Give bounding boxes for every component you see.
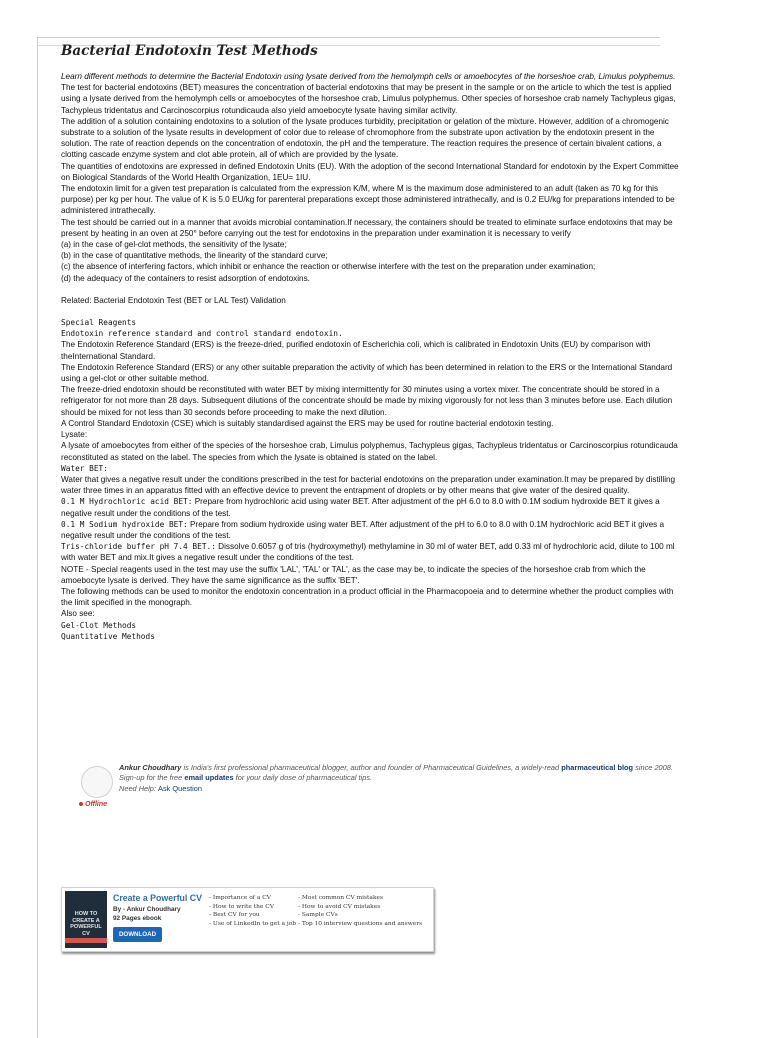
banner-list-right [298,894,422,928]
paragraph: The test should be carried out in a manner that avoids microbial contamination.If necessary, the containers should be treated to eliminate surface endotoxins that may be present by heating in an oven at 250° before carrying out the test for endotoxins in the preparation under examination it is necessary to verify [61,217,673,238]
naoh-label: 0.1 M Sodium hydroxide BET: [61,519,188,529]
banner-author: By - Ankur Choudhary [113,906,181,913]
list-item: (d) the adequacy of the containers to resist adsorption of endotoxins. [61,273,310,283]
article-title: Bacterial Endotoxin Test Methods [61,43,318,59]
status-badge [79,801,107,808]
author-name[interactable]: Ankur Choudhary [119,763,182,772]
paragraph: A lysate of amoebocytes from either of the species of the horseshoe crab, Limulus polyphemus, Tachypleus gigas, Tachypleus tridentatus or Carcinoscorpius rotundicauda reconstituted as stated on the label. The species from which the lysate is obtained is stated on the label. [61,441,678,462]
status-label: Offline [85,801,108,808]
water-heading: Water BET: [61,463,108,473]
list-item: - Sample CVs [298,912,338,919]
email-updates-link[interactable]: email updates [184,773,234,783]
list-item: - Use of LinkedIn to get a job [209,920,297,927]
banner-pages: 92 Pages ebook [113,915,162,922]
paragraph: The freeze-dried endotoxin should be reconstituted with water BET by mixing intermittently for 30 minutes using a vortex mixer. The concentrate should be stored in a refrigerator for not more than 28 days. Subsequent dilutions of the concentrate should be made by mixing vigorously for not less than 3 minutes before use. Each dilution should be mixed for not less than 30 seconds before proceeding to make the next dilution. [61,385,673,417]
tris-label: Tris-chloride buffer pH 7.4 BET.: [61,542,216,552]
ask-question-link[interactable]: Ask Question [158,783,202,793]
list-item: - Most common CV mistakes [298,895,384,901]
naoh-text: Prepare from sodium hydroxide using water BET. After adjustment of the pH to 6.0 to 8.0 with 0.1M hydrochloric acid BET it gives a negative result under the conditions of the test. [61,519,665,540]
bio-text: since 2008. Sign-up for the free [119,763,673,783]
special-reagents-heading: Special Reagents [61,318,137,328]
list-item: - Best CV for you [209,912,260,919]
lysate-heading: Lysate: [61,430,88,440]
paragraph: The test for bacterial endotoxins (BET) measures the concentration of bacterial endotoxins that may be present in the sample or on the article to which the test is applied using a lysate derived from the hemolymph cells or amoebocytes of the horseshoe crab, Limulus polyphemus. Other species of horseshoe crab namely Tachypleus gigas, Tachypleus tridentatus and Carcinoscorpius rotundicauda also yield amoebocyte lysate having similar activity. [61,83,676,115]
book-cover-image [65,891,107,948]
ebook-banner[interactable] [61,887,434,952]
paragraph: The Endotoxin Reference Standard (ERS) or any other suitable preparation the activity of which has been determined in relation to the ERS or the International Standard using a gel-clot or other suitable method. [61,362,673,384]
gel-clot-link[interactable]: Gel-Clot Methods [61,620,137,630]
paragraph: The addition of a solution containing endotoxins to a solution of the lysate produces turbidity, precipitation or gelation of the mixture. However, addition of a chromogenic substrate to a solution of the lysate results in development of color due to release of chromophore from the substrate upon activation by the endotoxin present in the solution. The rate of reaction depends on the concentration of endotoxin, the pH and the temperature. The reaction requires the presence of certain bivalent cations, a clotting cascade enzyme system and clot able protein, all of which are provided by the lysate. [61,116,669,160]
book-cover-title: HOW TO CREATE A POWERFUL CV [70,911,102,937]
list-item: - Importance of a CV [209,895,271,901]
article-intro: Learn different methods to determine the Bacterial Endotoxin using lysate derived from the hemolymph cells or amoebocytes of the horseshoe crab, Limulus polyphemus. [61,72,676,81]
book-stripe [65,938,107,943]
list-item: - How to write the CV [209,903,274,910]
paragraph: The endotoxin limit for a given test preparation is calculated from the expression K/M, where M is the maximum dose administered to an adult (taken as 70 kg for this purpose) per kg per hour. The value of K is 5.0 EU/kg for parenteral preparations except those administered intrathecally, and is 0.2 EU/kg for preparations intended to be administered intrathecally. [61,184,675,216]
status-dot-icon [79,802,83,806]
avatar[interactable] [81,766,113,798]
banner-title: Create a Powerful CV [113,893,202,903]
pharma-blog-link[interactable]: pharmaceutical blog [561,763,634,772]
note-paragraph: NOTE - Special reagents used in the test may use the suffix 'LAL', 'TAL' or TAL', as the case may be, to indicate the species of the horseshoe crab from which the amoebocyte lysate is derived. They have the same significance as the suffix 'BET'. [61,564,646,585]
list-item: (b) in the case of quantitative methods, the linearity of the standard curve; [61,251,328,261]
paragraph: The following methods can be used to monitor the endotoxin concentration in a product official in the Pharmacopoeia and to determine whether the product complies with the limit specified in the monograph. [61,586,674,608]
quantitative-link[interactable]: Quantitative Methods [61,631,155,641]
also-see-label: Also see: [61,609,95,619]
spacer [61,284,681,295]
hcl-label: 0.1 M Hydrochloric acid BET: [61,497,193,507]
tris-paragraph [61,541,681,563]
naoh-paragraph [61,519,681,541]
list-item: (c) the absence of interfering factors, which inhibit or enhance the reaction or otherwise interfere with the test on the preparation under examination; [61,262,596,272]
hcl-paragraph [61,496,681,518]
bio-text: is India's first professional pharmaceutical blogger, author and founder of Pharmaceutical Guidelines, a widely-read [181,763,562,772]
list-item: - Top 10 interview questions and answers [298,920,423,927]
paragraph: Water that gives a negative result under the conditions prescribed in the test for bacterial endotoxins on the preparation under examination.It may be prepared by distilling water three times in an apparatus fitted with an effective device to prevent the entrapment of droplets or by other means that give water of the desired quality. [61,474,676,496]
spacer [61,306,681,317]
list-item: (a) in the case of gel-clot methods, the sensitivity of the lysate; [61,240,287,250]
author-box [81,763,681,813]
article-body [61,43,681,642]
paragraph: A Control Standard Endotoxin (CSE) which is suitably standardised against the ERS may be used for routine bacterial endotoxin testing. [61,418,554,428]
tris-text: Dissolve 0.6057 g of tris (hydroxymethyl) methylamine in 30 ml of water BET, add 0.33 ml of hydrochloric acid, dilute to 100 ml with water BET and mix.It gives a negative result under the conditions of the test. [61,542,675,563]
download-button[interactable]: DOWNLOAD [113,927,162,942]
standard-heading: Endotoxin reference standard and control standard endotoxin. [61,329,343,339]
hcl-text: Prepare from hydrochloric acid using water BET. After adjustment of the pH 6.0 to 8.0 with 0.1M sodium hydroxide BET it gives a negative result under the conditions of the test. [61,497,660,518]
paragraph: The quantities of endotoxins are expressed in defined Endotoxin Units (EU). With the adoption of the second International Standard for endotoxin by the Expert Committee on Biological Standards of the World Health Organization, 1EU= 1IU. [61,161,679,182]
help-label: Need Help: [119,783,159,793]
banner-list-left [209,894,296,928]
bio-text: for your daily dose of pharmaceutical tips. [233,773,373,783]
author-bio [119,763,679,794]
related-link[interactable]: Related: Bacterial Endotoxin Test (BET or LAL Test) Validation [61,295,286,305]
list-item: - How to avoid CV mistakes [298,903,381,910]
paragraph: The Endotoxin Reference Standard (ERS) is the freeze-dried, purified endotoxin of Escherichia coli, which is calibrated in Endotoxin Units (EU) by comparison with theInternational Standard. [61,340,651,361]
